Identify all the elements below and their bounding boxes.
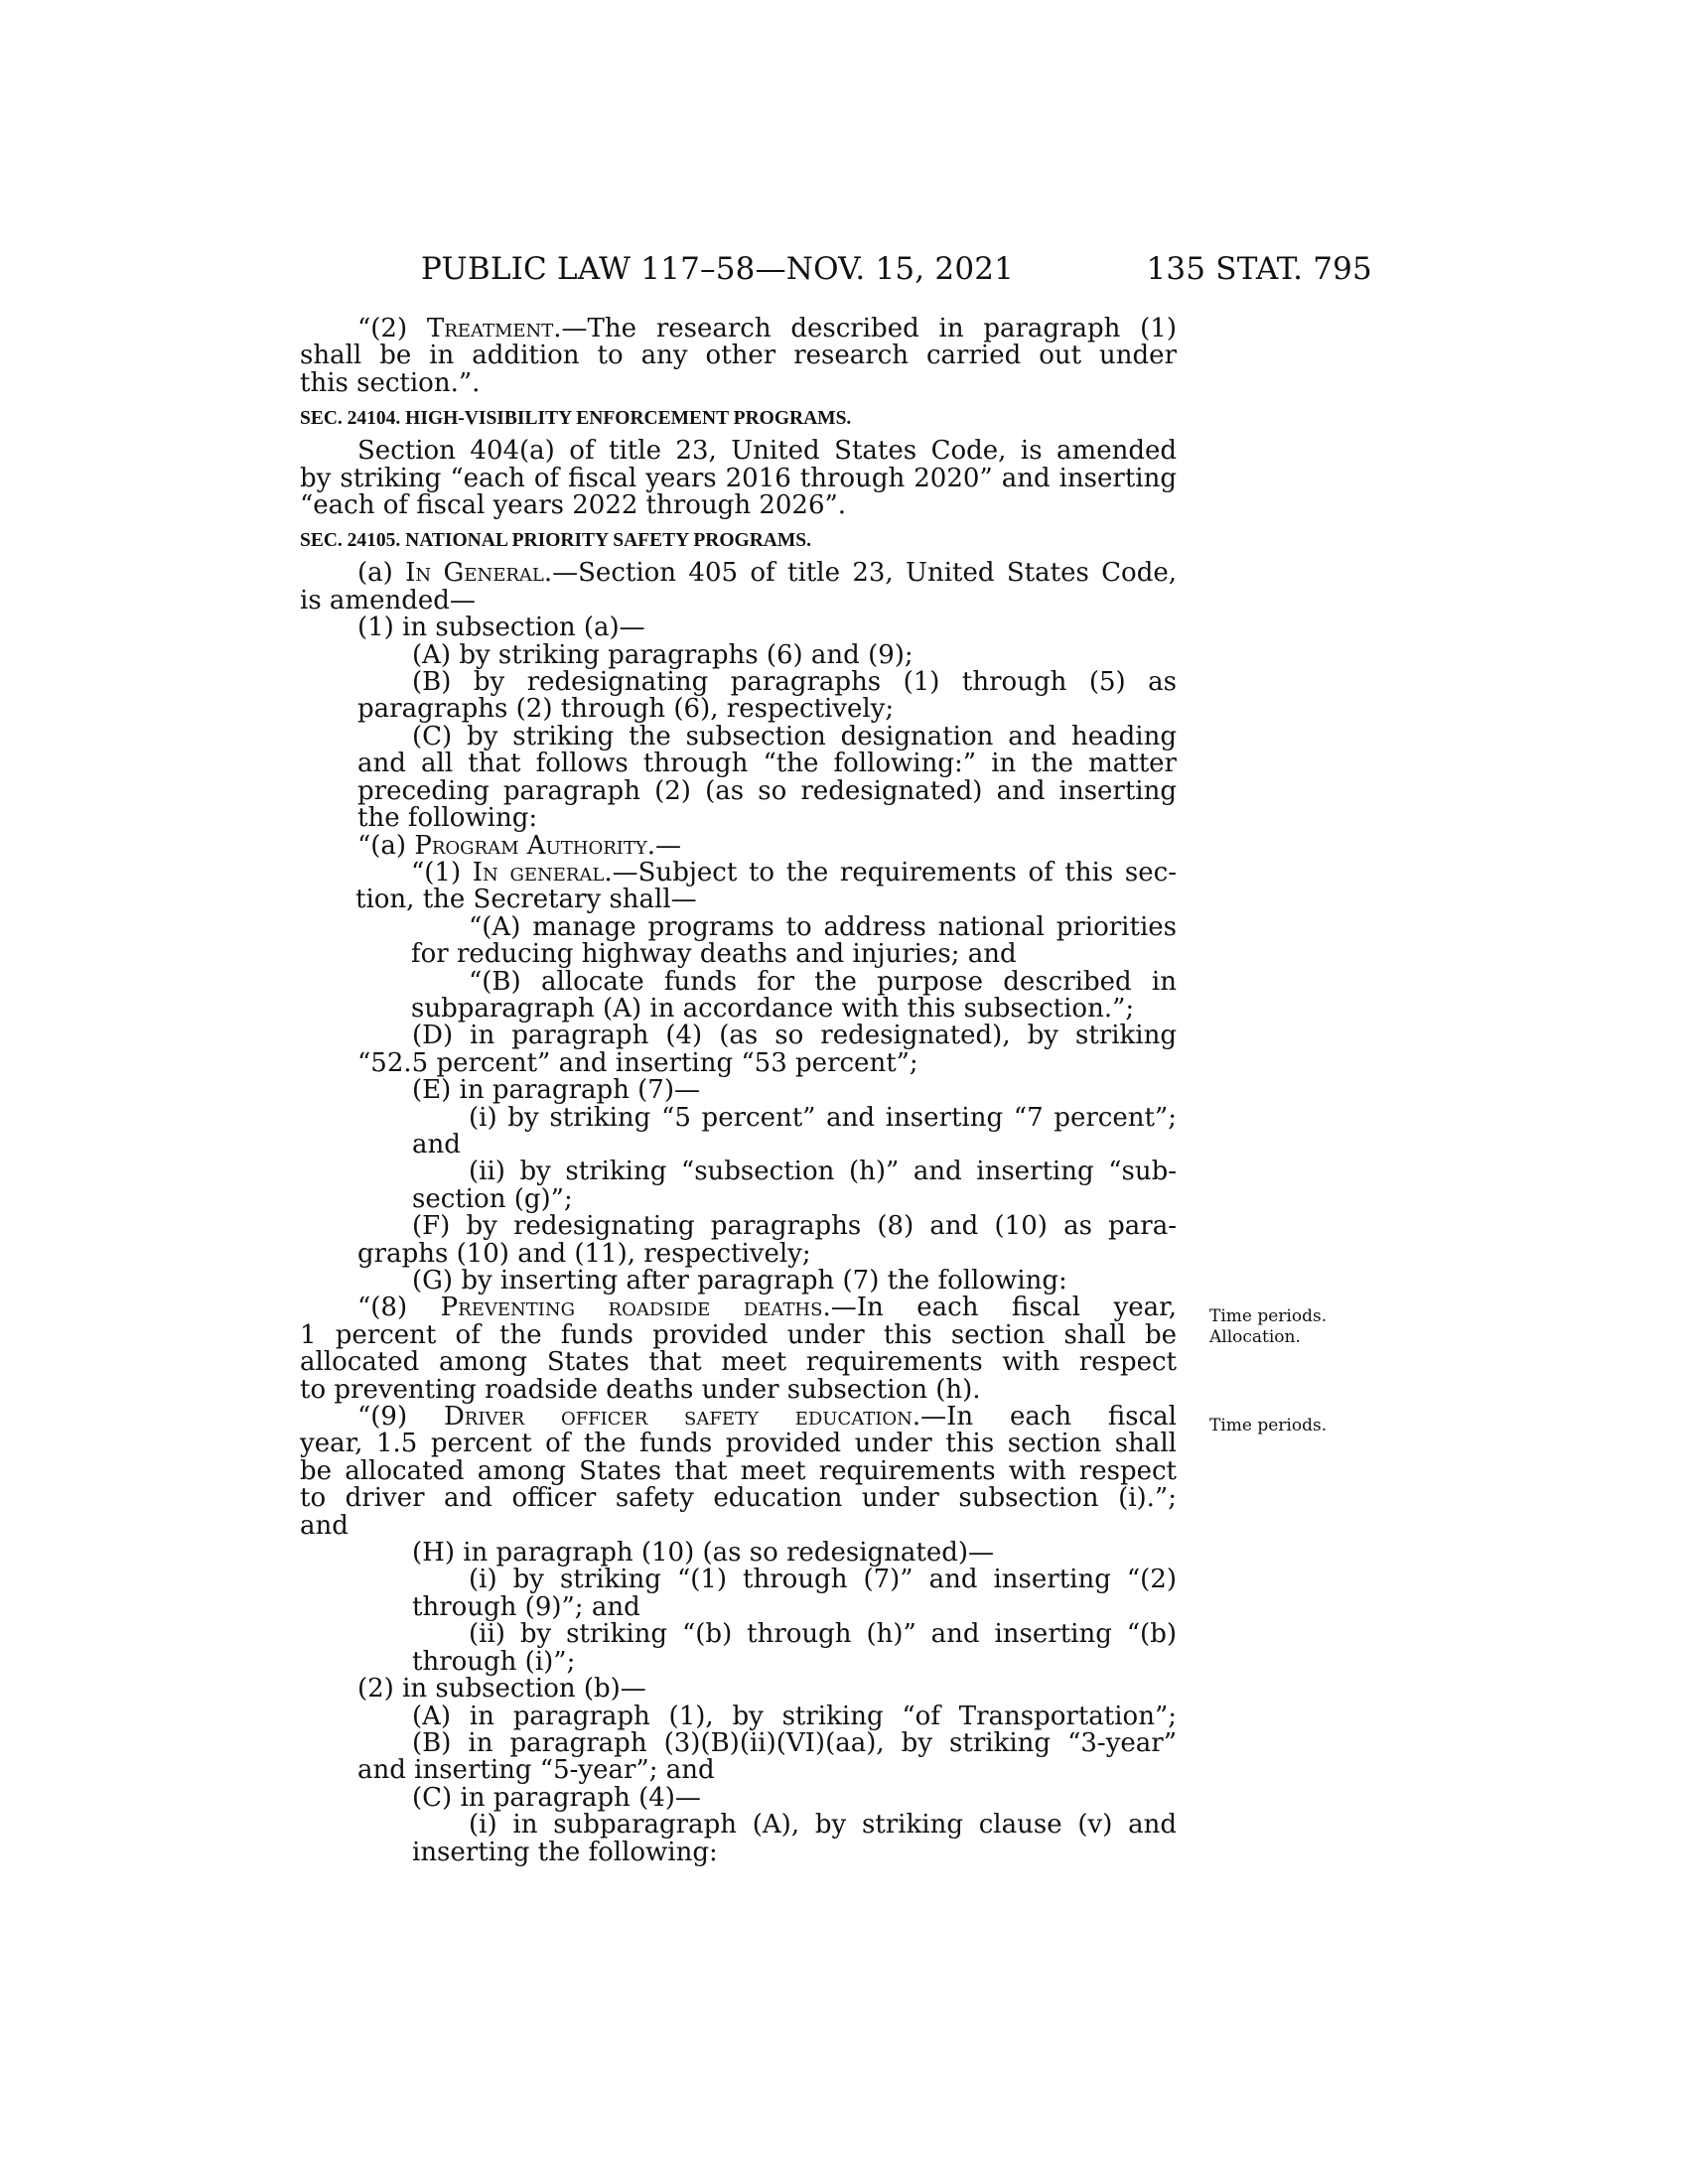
text-line: inserting the following: [412, 1837, 718, 1867]
text-line: (a) In General.—Section 405 of title 23, United States Code, [357, 558, 1177, 589]
text-line: the following: [357, 803, 538, 834]
text-line: (B) in paragraph (3)(B)(ii)(VI)(aa), by striking “3-year” [412, 1727, 1177, 1758]
text-line: and [300, 1510, 349, 1541]
text-line: allocated among States that meet requirements with respect [300, 1347, 1177, 1378]
text-line: (C) in paragraph (4)— [412, 1782, 701, 1813]
section-heading: SEC. 24105. NATIONAL PRIORITY SAFETY PROGRAMS. [300, 530, 811, 552]
text-line: and [412, 1129, 461, 1160]
text-line: (F) by redesignating paragraphs (8) and (10) as para- [412, 1211, 1177, 1242]
text-line: (i) in subparagraph (A), by striking clause (v) and [469, 1810, 1177, 1841]
text-line: for reducing highway deaths and injuries; and [411, 939, 1017, 970]
margin-note-line: Time periods. [1209, 1306, 1328, 1326]
margin-note [1209, 1306, 1327, 1348]
text-line: “(9) Driver officer safety education.—In each fiscal [357, 1402, 1177, 1433]
text-line: (H) in paragraph (10) (as so redesignated)— [412, 1538, 995, 1569]
text-line: to driver and officer safety education under subsection (i).”; [300, 1483, 1177, 1514]
text-line: (ii) by striking “subsection (h)” and inserting “sub- [469, 1157, 1177, 1187]
text-line: (D) in paragraph (4) (as so redesignated), by striking [412, 1021, 1177, 1051]
text-line: by striking “each of fiscal years 2016 through 2020” and inserting [300, 463, 1177, 493]
text-line: (C) by striking the subsection designation and heading [412, 721, 1177, 751]
text-line: “each of fiscal years 2022 through 2026”. [300, 490, 847, 521]
text-line: preceding paragraph (2) (as so redesignated) and inserting [357, 775, 1177, 806]
text-line: “52.5 percent” and inserting “53 percent”; [357, 1047, 918, 1078]
text-line: graphs (10) and (11), respectively; [357, 1238, 811, 1269]
stat-page-number: 135 STAT. 795 [1146, 251, 1372, 287]
text-line: year, 1.5 percent of the funds provided under this section shall [300, 1429, 1177, 1459]
text-line: (2) in subsection (b)— [357, 1674, 646, 1705]
text-line: Section 404(a) of title 23, United States Code, is amended [357, 436, 1177, 467]
text-line: to preventing roadside deaths under subsection (h). [300, 1374, 981, 1405]
text-line: “(1) In general.—Subject to the requirements of this sec- [411, 857, 1178, 887]
text-line: paragraphs (2) through (6), respectively; [357, 694, 895, 725]
text-line: (E) in paragraph (7)— [412, 1075, 700, 1106]
text-line: through (i)”; [412, 1646, 576, 1677]
text-line: section (g)”; [412, 1183, 573, 1214]
text-line: shall be in addition to any other research carried out under [300, 341, 1177, 371]
text-line: is amended— [300, 585, 476, 615]
text-line: through (9)”; and [412, 1591, 640, 1622]
margin-note [1209, 1416, 1327, 1436]
text-line: 1 percent of the funds provided under this section shall be [300, 1319, 1177, 1350]
statute-body [300, 316, 1177, 1866]
text-line: (ii) by striking “(b) through (h)” and inserting “(b) [469, 1619, 1177, 1650]
margin-note-line: Allocation. [1209, 1327, 1301, 1347]
text-line: (1) in subsection (a)— [357, 613, 645, 643]
text-line: “(2) Treatment.—The research described in paragraph (1) [357, 314, 1177, 343]
text-line: (i) by striking “5 percent” and inserting “7 percent”; [469, 1102, 1177, 1133]
text-line: “(A) manage programs to address national priorities [469, 911, 1177, 942]
running-head-title: PUBLIC LAW 117–58—NOV. 15, 2021 [421, 251, 1015, 287]
text-line: this section.”. [300, 367, 481, 398]
text-line: tion, the Secretary shall— [355, 885, 697, 915]
text-line: subparagraph (A) in accordance with this subsection.”; [411, 993, 1135, 1024]
page-header [421, 251, 1372, 291]
text-line: (B) by redesignating paragraphs (1) through (5) as [412, 667, 1177, 698]
text-line: and all that follows through “the following:” in the matter [357, 749, 1177, 779]
text-line: (A) by striking paragraphs (6) and (9); [412, 639, 914, 670]
section-heading: SEC. 24104. HIGH-VISIBILITY ENFORCEMENT PROGRAMS. [300, 408, 852, 430]
text-line: and inserting “5-year”; and [357, 1755, 715, 1786]
margin-note-line: Time periods. [1209, 1416, 1328, 1435]
text-line: (G) by inserting after paragraph (7) the following: [412, 1266, 1067, 1296]
text-line: “(8) Preventing roadside deaths.—In each fiscal year, [357, 1293, 1177, 1323]
text-line: “(B) allocate funds for the purpose described in [469, 966, 1177, 997]
text-line: (A) in paragraph (1), by striking “of Transportation”; [412, 1701, 1177, 1731]
text-line: be allocated among States that meet requirements with respect [300, 1455, 1177, 1486]
text-line: (i) by striking “(1) through (7)” and inserting “(2) [469, 1565, 1177, 1595]
text-line: “(a) Program Authority.— [357, 830, 682, 861]
